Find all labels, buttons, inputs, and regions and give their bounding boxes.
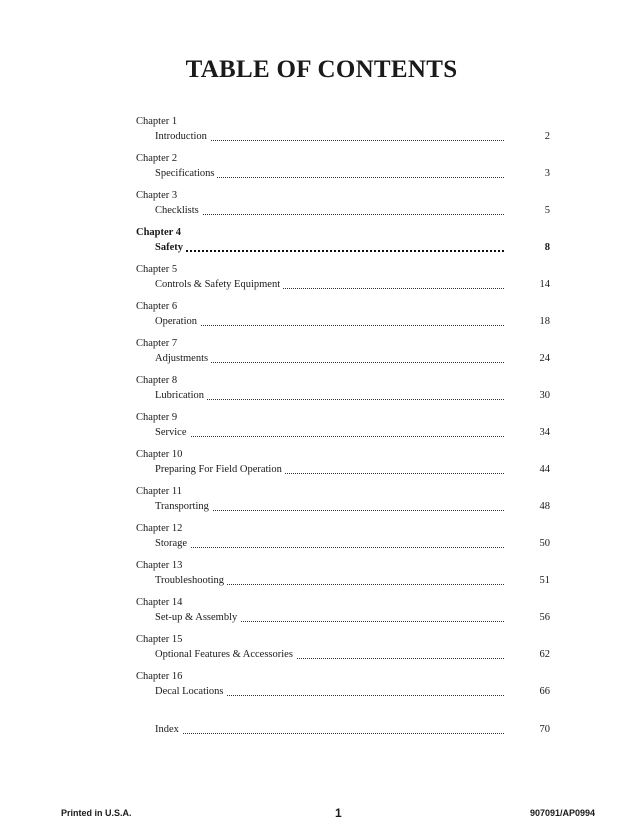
toc-chapter-label: Chapter 2 (136, 153, 178, 164)
dot-leader (155, 325, 504, 326)
dot-leader (155, 733, 504, 734)
toc-entry-name: Service (155, 427, 190, 438)
toc-entry-name: Optional Features & Accessories (155, 649, 296, 660)
toc-entry[interactable] (136, 151, 552, 188)
document-code: 907091/AP0994 (529, 808, 595, 818)
page-number: 1 (335, 806, 342, 820)
toc-entry-name: Adjustments (155, 353, 211, 364)
toc-entry-name: Checklists (155, 205, 202, 216)
toc-chapter-label: Chapter 1 (136, 116, 178, 127)
toc-chapter-label: Chapter 12 (136, 523, 183, 534)
toc-page-number: 8 (544, 242, 550, 253)
toc-entry[interactable] (136, 447, 552, 484)
toc-entry[interactable] (136, 225, 552, 262)
toc-page-number: 48 (539, 501, 550, 512)
toc-page-number: 51 (539, 575, 550, 586)
toc-chapter-label: Chapter 3 (136, 190, 178, 201)
toc-entry[interactable] (136, 262, 552, 299)
toc-entry[interactable] (136, 373, 552, 410)
toc-entry-name: Safety (155, 242, 186, 253)
toc-entry[interactable] (136, 299, 552, 336)
page-title: TABLE OF CONTENTS (185, 56, 458, 83)
toc-entry[interactable] (136, 521, 552, 558)
toc-entry-name: Set-up & Assembly (155, 612, 240, 623)
footer-printed-in: Printed in U.S.A. (61, 808, 132, 818)
toc-page-number: 50 (539, 538, 550, 549)
dot-leader (155, 436, 504, 437)
toc-entry[interactable] (136, 188, 552, 225)
toc-chapter-label: Chapter 6 (136, 301, 178, 312)
toc-entry-name: Lubrication (155, 390, 207, 401)
toc-entry-name: Controls & Safety Equipment (155, 279, 283, 290)
toc-entry[interactable] (136, 114, 552, 151)
toc-page-number: 3 (544, 168, 550, 179)
toc-page-number: 66 (539, 686, 550, 697)
toc-chapter-label: Chapter 10 (136, 449, 183, 460)
dot-leader (155, 250, 504, 252)
toc-entry-name: Storage (155, 538, 190, 549)
toc-chapter-label: Chapter 7 (136, 338, 178, 349)
dot-leader (155, 399, 504, 400)
toc-chapter-label: Chapter 16 (136, 671, 183, 682)
toc-page-number: 56 (539, 612, 550, 623)
toc-entry-name: Troubleshooting (155, 575, 227, 586)
toc-entry-name: Index (155, 724, 182, 735)
toc-page-number: 30 (539, 390, 550, 401)
toc-entry-name: Preparing For Field Operation (155, 464, 285, 475)
toc-page-number: 5 (544, 205, 550, 216)
toc-entry[interactable] (136, 669, 552, 706)
toc-page-number: 18 (539, 316, 550, 327)
toc-page-number: 24 (539, 353, 550, 364)
toc-page-number: 14 (539, 279, 550, 290)
toc-entry-name: Transporting (155, 501, 212, 512)
toc-entry[interactable] (136, 336, 552, 373)
toc-chapter-label: Chapter 13 (136, 560, 183, 571)
toc-index-entry[interactable] (136, 722, 552, 759)
dot-leader (155, 214, 504, 215)
toc-chapter-label: Chapter 11 (136, 486, 182, 497)
dot-leader (155, 547, 504, 548)
page-footer (61, 808, 595, 822)
toc-page-number: 34 (539, 427, 550, 438)
toc-chapter-label: Chapter 14 (136, 597, 183, 608)
toc-chapter-label: Chapter 9 (136, 412, 178, 423)
toc-chapter-label: Chapter 8 (136, 375, 178, 386)
toc-page-number: 62 (539, 649, 550, 660)
toc-entry[interactable] (136, 632, 552, 669)
toc-list (136, 114, 552, 706)
toc-entry[interactable] (136, 484, 552, 521)
toc-entry[interactable] (136, 595, 552, 632)
toc-entry[interactable] (136, 410, 552, 447)
toc-entry-name: Decal Locations (155, 686, 227, 697)
toc-page-number: 2 (544, 131, 550, 142)
toc-chapter-label: Chapter 4 (136, 227, 182, 238)
toc-entry-name: Specifications (155, 168, 217, 179)
toc-entry[interactable] (136, 558, 552, 595)
toc-chapter-label: Chapter 15 (136, 634, 183, 645)
toc-chapter-label: Chapter 5 (136, 264, 178, 275)
toc-entry-name: Introduction (155, 131, 210, 142)
table-of-contents (136, 114, 552, 759)
toc-entry-name: Operation (155, 316, 200, 327)
toc-page-number: 70 (539, 724, 550, 735)
toc-page-number: 44 (539, 464, 550, 475)
